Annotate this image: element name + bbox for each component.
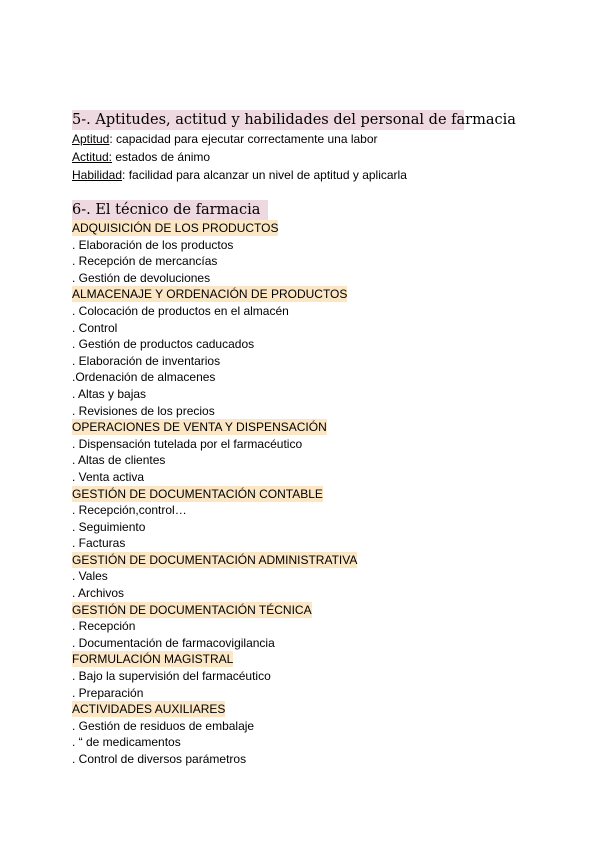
list-item: . Control de diversos parámetros	[72, 752, 247, 766]
document-page	[72, 110, 532, 768]
section-aptitudes	[72, 110, 532, 184]
section-heading-tecnico: 6-. El técnico de farmacia	[72, 200, 268, 220]
list-item: . Dispensación tutelada por el farmacéutico	[72, 436, 303, 451]
list-item: . Venta activa	[72, 469, 145, 484]
list-item: . Colocación de productos en el almacén	[72, 303, 289, 318]
list-item: . Altas y bajas	[72, 386, 147, 401]
list-item: . Documentación de farmacovigilancia	[72, 635, 275, 650]
category-row	[72, 486, 532, 503]
list-item: . Revisiones de los precios	[72, 403, 215, 418]
list-item: . Control	[72, 320, 118, 335]
section-tecnico	[72, 200, 532, 768]
definition-term: Actitud:	[72, 150, 113, 164]
list-item: . Seguimiento	[72, 519, 146, 534]
definition-term: Aptitud	[72, 132, 110, 146]
category-title: ACTIVIDADES AUXILIARES	[72, 702, 226, 717]
definition-actitud	[72, 148, 532, 166]
category-title: ADQUISICIÓN DE LOS PRODUCTOS	[72, 221, 279, 235]
definition-habilidad	[72, 166, 532, 184]
category-row	[72, 419, 532, 436]
category-title: FORMULACIÓN MAGISTRAL	[72, 652, 234, 667]
category-title: GESTIÓN DE DOCUMENTACIÓN CONTABLE	[72, 486, 323, 501]
list-item: . Facturas	[72, 536, 126, 551]
definition-text: : capacidad para ejecutar correctamente una labor	[109, 132, 378, 146]
list-item: . Recepción,control…	[72, 503, 187, 518]
list-item: .Ordenación de almacenes	[72, 370, 216, 385]
category-row	[72, 602, 532, 619]
category-row	[72, 651, 532, 668]
list-item: . Recepción	[72, 619, 136, 634]
definition-term: Habilidad	[72, 168, 123, 182]
list-item: . Gestión de productos caducados	[72, 337, 255, 352]
list-item: . Vales	[72, 569, 108, 584]
list-item: . Archivos	[72, 586, 125, 601]
category-title: GESTIÓN DE DOCUMENTACIÓN ADMINISTRATIVA	[72, 552, 358, 567]
definition-text: : facilidad para alcanzar un nivel de aptitud y aplicarla	[122, 168, 407, 182]
category-row	[72, 220, 532, 237]
list-item: . Bajo la supervisión del farmacéutico	[72, 669, 271, 684]
category-title: OPERACIONES DE VENTA Y DISPENSACIÓN	[72, 420, 327, 435]
list-item: . Preparación	[72, 685, 144, 700]
list-item: . “ de medicamentos	[72, 735, 181, 750]
category-title: ALMACENAJE Y ORDENACIÓN DE PRODUCTOS	[72, 287, 348, 302]
definition-aptitud	[72, 130, 532, 148]
category-row	[72, 701, 532, 718]
list-item: . Altas de clientes	[72, 453, 166, 468]
list-item: . Gestión de residuos de embalaje	[72, 718, 255, 733]
section-heading-aptitudes: 5-. Aptitudes, actitud y habilidades del personal de farmacia	[72, 112, 516, 128]
list-item: . Gestión de devoluciones	[72, 270, 211, 285]
category-row	[72, 286, 532, 303]
definition-text: estados de ánimo	[112, 150, 211, 164]
category-list	[72, 220, 532, 768]
list-item: . Elaboración de inventarios	[72, 353, 221, 368]
list-item: . Recepción de mercancías	[72, 254, 218, 269]
list-item: . Elaboración de los productos	[72, 237, 234, 252]
category-row	[72, 552, 532, 569]
category-title: GESTIÓN DE DOCUMENTACIÓN TÉCNICA	[72, 602, 312, 617]
